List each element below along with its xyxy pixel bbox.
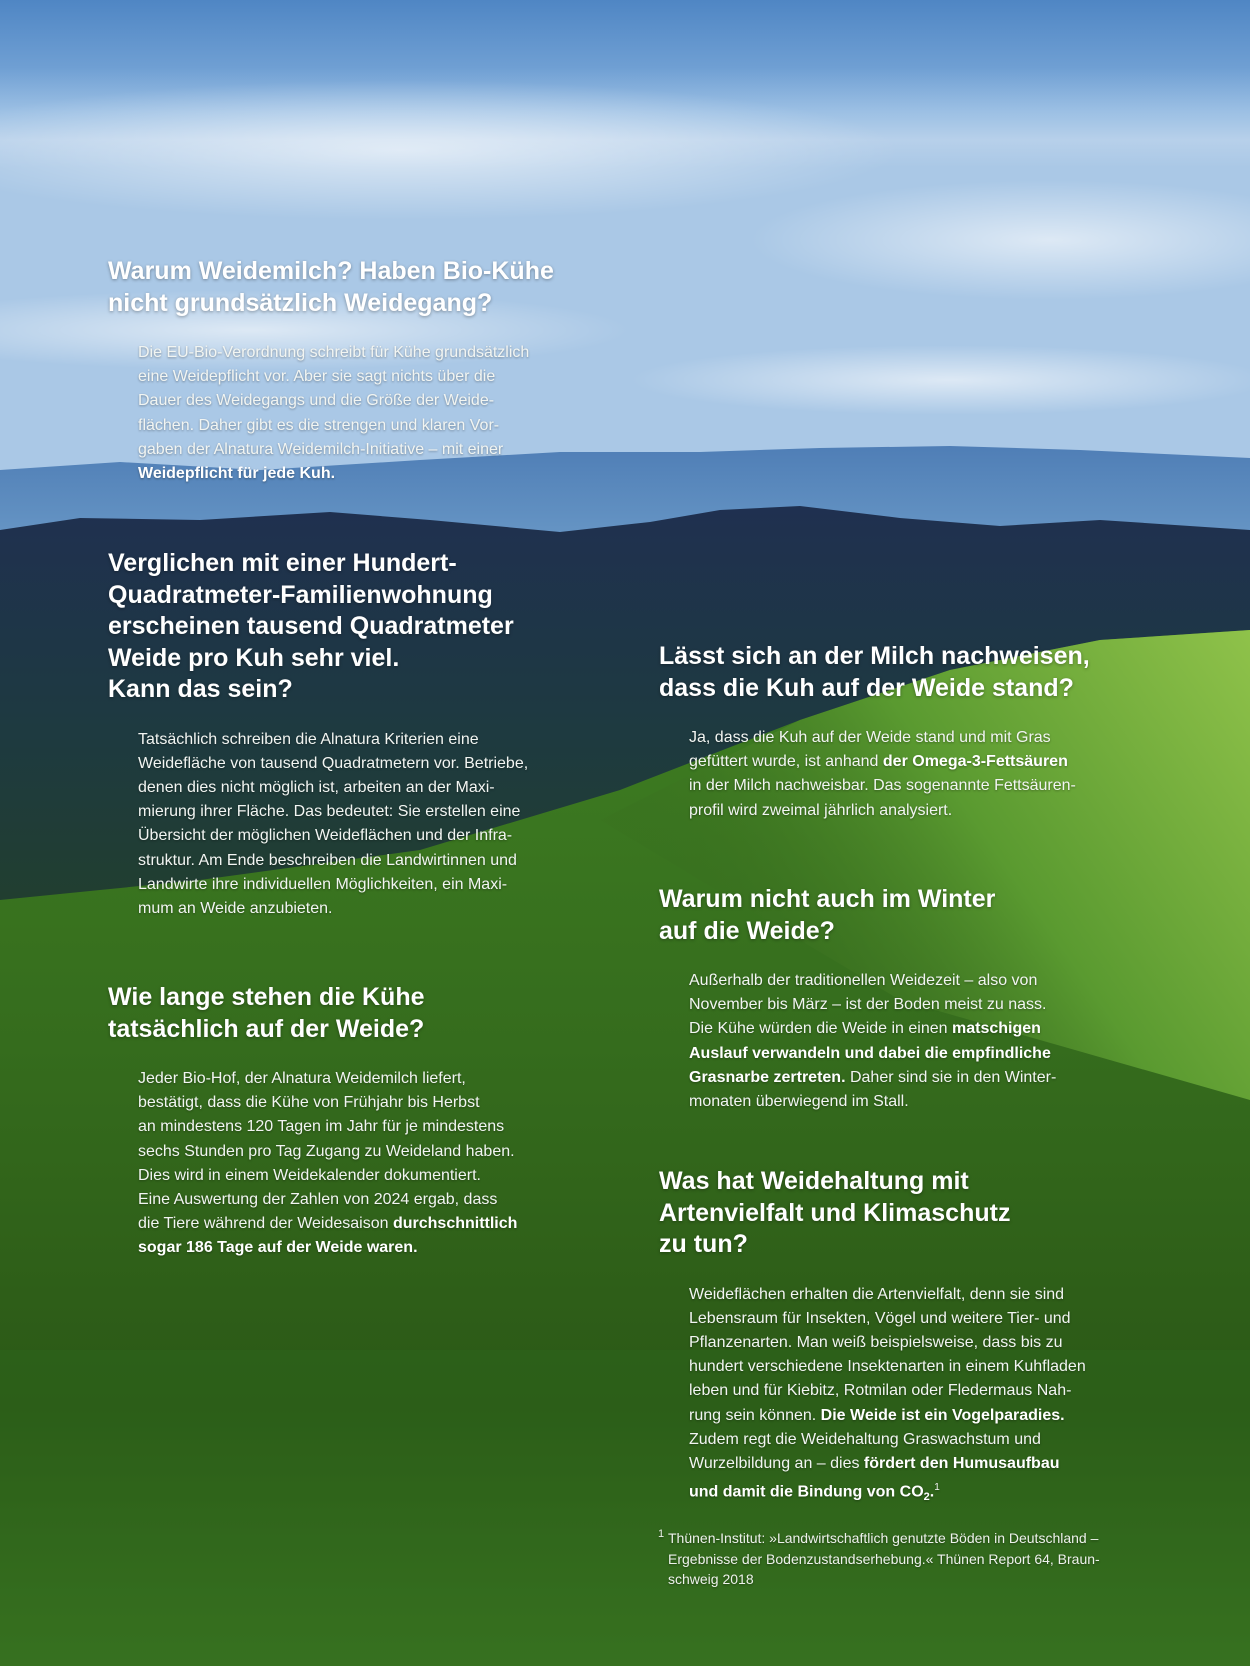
section-flaeche [108, 548, 628, 921]
section-artenvielfalt [659, 1166, 1179, 1510]
section-flaeche-title: Verglichen mit einer Hundert- Quadratmeter-Familienwohnung erscheinen tausend Quadratmeter Weide pro Kuh sehr viel. Kann das sein? [108, 549, 514, 703]
footnote-marker: 1 [658, 1528, 665, 1540]
section-winter [659, 884, 1179, 1114]
section-nachweis-body: Ja, dass die Kuh auf der Weide stand und mit Gras gefüttert wurde, ist anhand der Omega-3-Fettsäuren in der Milch nachweisbar. Das sogenannte Fettsäuren- profil wird zweimal jährlich analysiert. [689, 729, 1076, 819]
section-weidedauer [108, 982, 628, 1261]
footnote-reference: 1 [934, 1482, 940, 1494]
footnote: 1 Thünen-Institut: »Landwirtschaftlich genutzte Böden in Deutschland – Ergebnisse der Bodenzustandserhebung.« Thünen Report 64, Braun- schweig 2018 [658, 1528, 1138, 1590]
section-winter-title: Warum nicht auch im Winter auf die Weide? [659, 885, 996, 945]
section-weidemilch-body: Die EU-Bio-Verordnung schreibt für Kühe grundsätzlich eine Weidepflicht vor. Aber sie sagt nichts über die Dauer des Weidegangs und die Größe der Weide- flächen. Daher gibt es die strengen und klaren Vor- gaben der Alnatura Weidemilch-Initiative – mit einer Weidepflicht für jede Kuh. [138, 344, 530, 483]
section-nachweis-title: Lässt sich an der Milch nachweisen, dass die Kuh auf der Weide stand? [659, 642, 1090, 702]
section-flaeche-body: Tatsächlich schreiben die Alnatura Kriterien eine Weidefläche von tausend Quadratmetern vor. Betriebe, denen dies nicht möglich ist, arbeiten an der Maxi- mierung ihrer Fläche. Das bedeutet: Sie erstellen eine Übersicht der möglichen Weideflächen und der Infra- struktur. Am Ende beschreiben die Landwirtinnen und Landwirte ihre individuellen Möglichkeiten, ein Maxi- mum an Weide anzubieten. [138, 730, 529, 917]
section-weidemilch-title: Warum Weidemilch? Haben Bio-Kühe nicht grundsätzlich Weidegang? [108, 257, 554, 317]
section-nachweis [659, 641, 1179, 823]
section-winter-body: Außerhalb der traditionellen Weidezeit – also von November bis März – ist der Boden meist zu nass. Die Kühe würden die Weide in einen matschigen Auslauf verwandeln und dabei die empfindliche Grasnarbe zertreten. Daher sind sie in den Winter- monaten überwiegend im Stall. [689, 972, 1057, 1111]
section-weidedauer-title: Wie lange stehen die Kühe tatsächlich auf der Weide? [108, 983, 425, 1043]
section-weidemilch [108, 256, 628, 486]
section-artenvielfalt-body: Weideflächen erhalten die Artenvielfalt, denn sie sind Lebensraum für Insekten, Vögel und weitere Tier- und Pflanzenarten. Man weiß beispielsweise, dass bis zu hundert verschiedene Insektenarten in einem Kuhfladen leben und für Kiebitz, Rotmilan oder Fledermaus Nah- rung sein können. Die Weide ist ein Vogelparadies. Zudem regt die Weidehaltung Graswachstum und Wurzelbildung an – dies fördert den Humusaufbau und damit die Bindung von $CO_2.^1$ [689, 1285, 1086, 1504]
section-artenvielfalt-title: Was hat Weidehaltung mit Artenvielfalt und Klimaschutz zu tun? [659, 1167, 1011, 1258]
section-weidedauer-body: Jeder Bio-Hof, der Alnatura Weidemilch liefert, bestätigt, dass die Kühe von Frühjahr bis Herbst an mindestens 120 Tagen im Jahr für je mindestens sechs Stunden pro Tag Zugang zu Weideland haben. Dies wird in einem Weidekalender dokumentiert. Eine Auswertung der Zahlen von 2024 ergab, dass die Tiere während der Weidesaison durchschnittlich sogar 186 Tage auf der Weide waren. [138, 1070, 518, 1257]
